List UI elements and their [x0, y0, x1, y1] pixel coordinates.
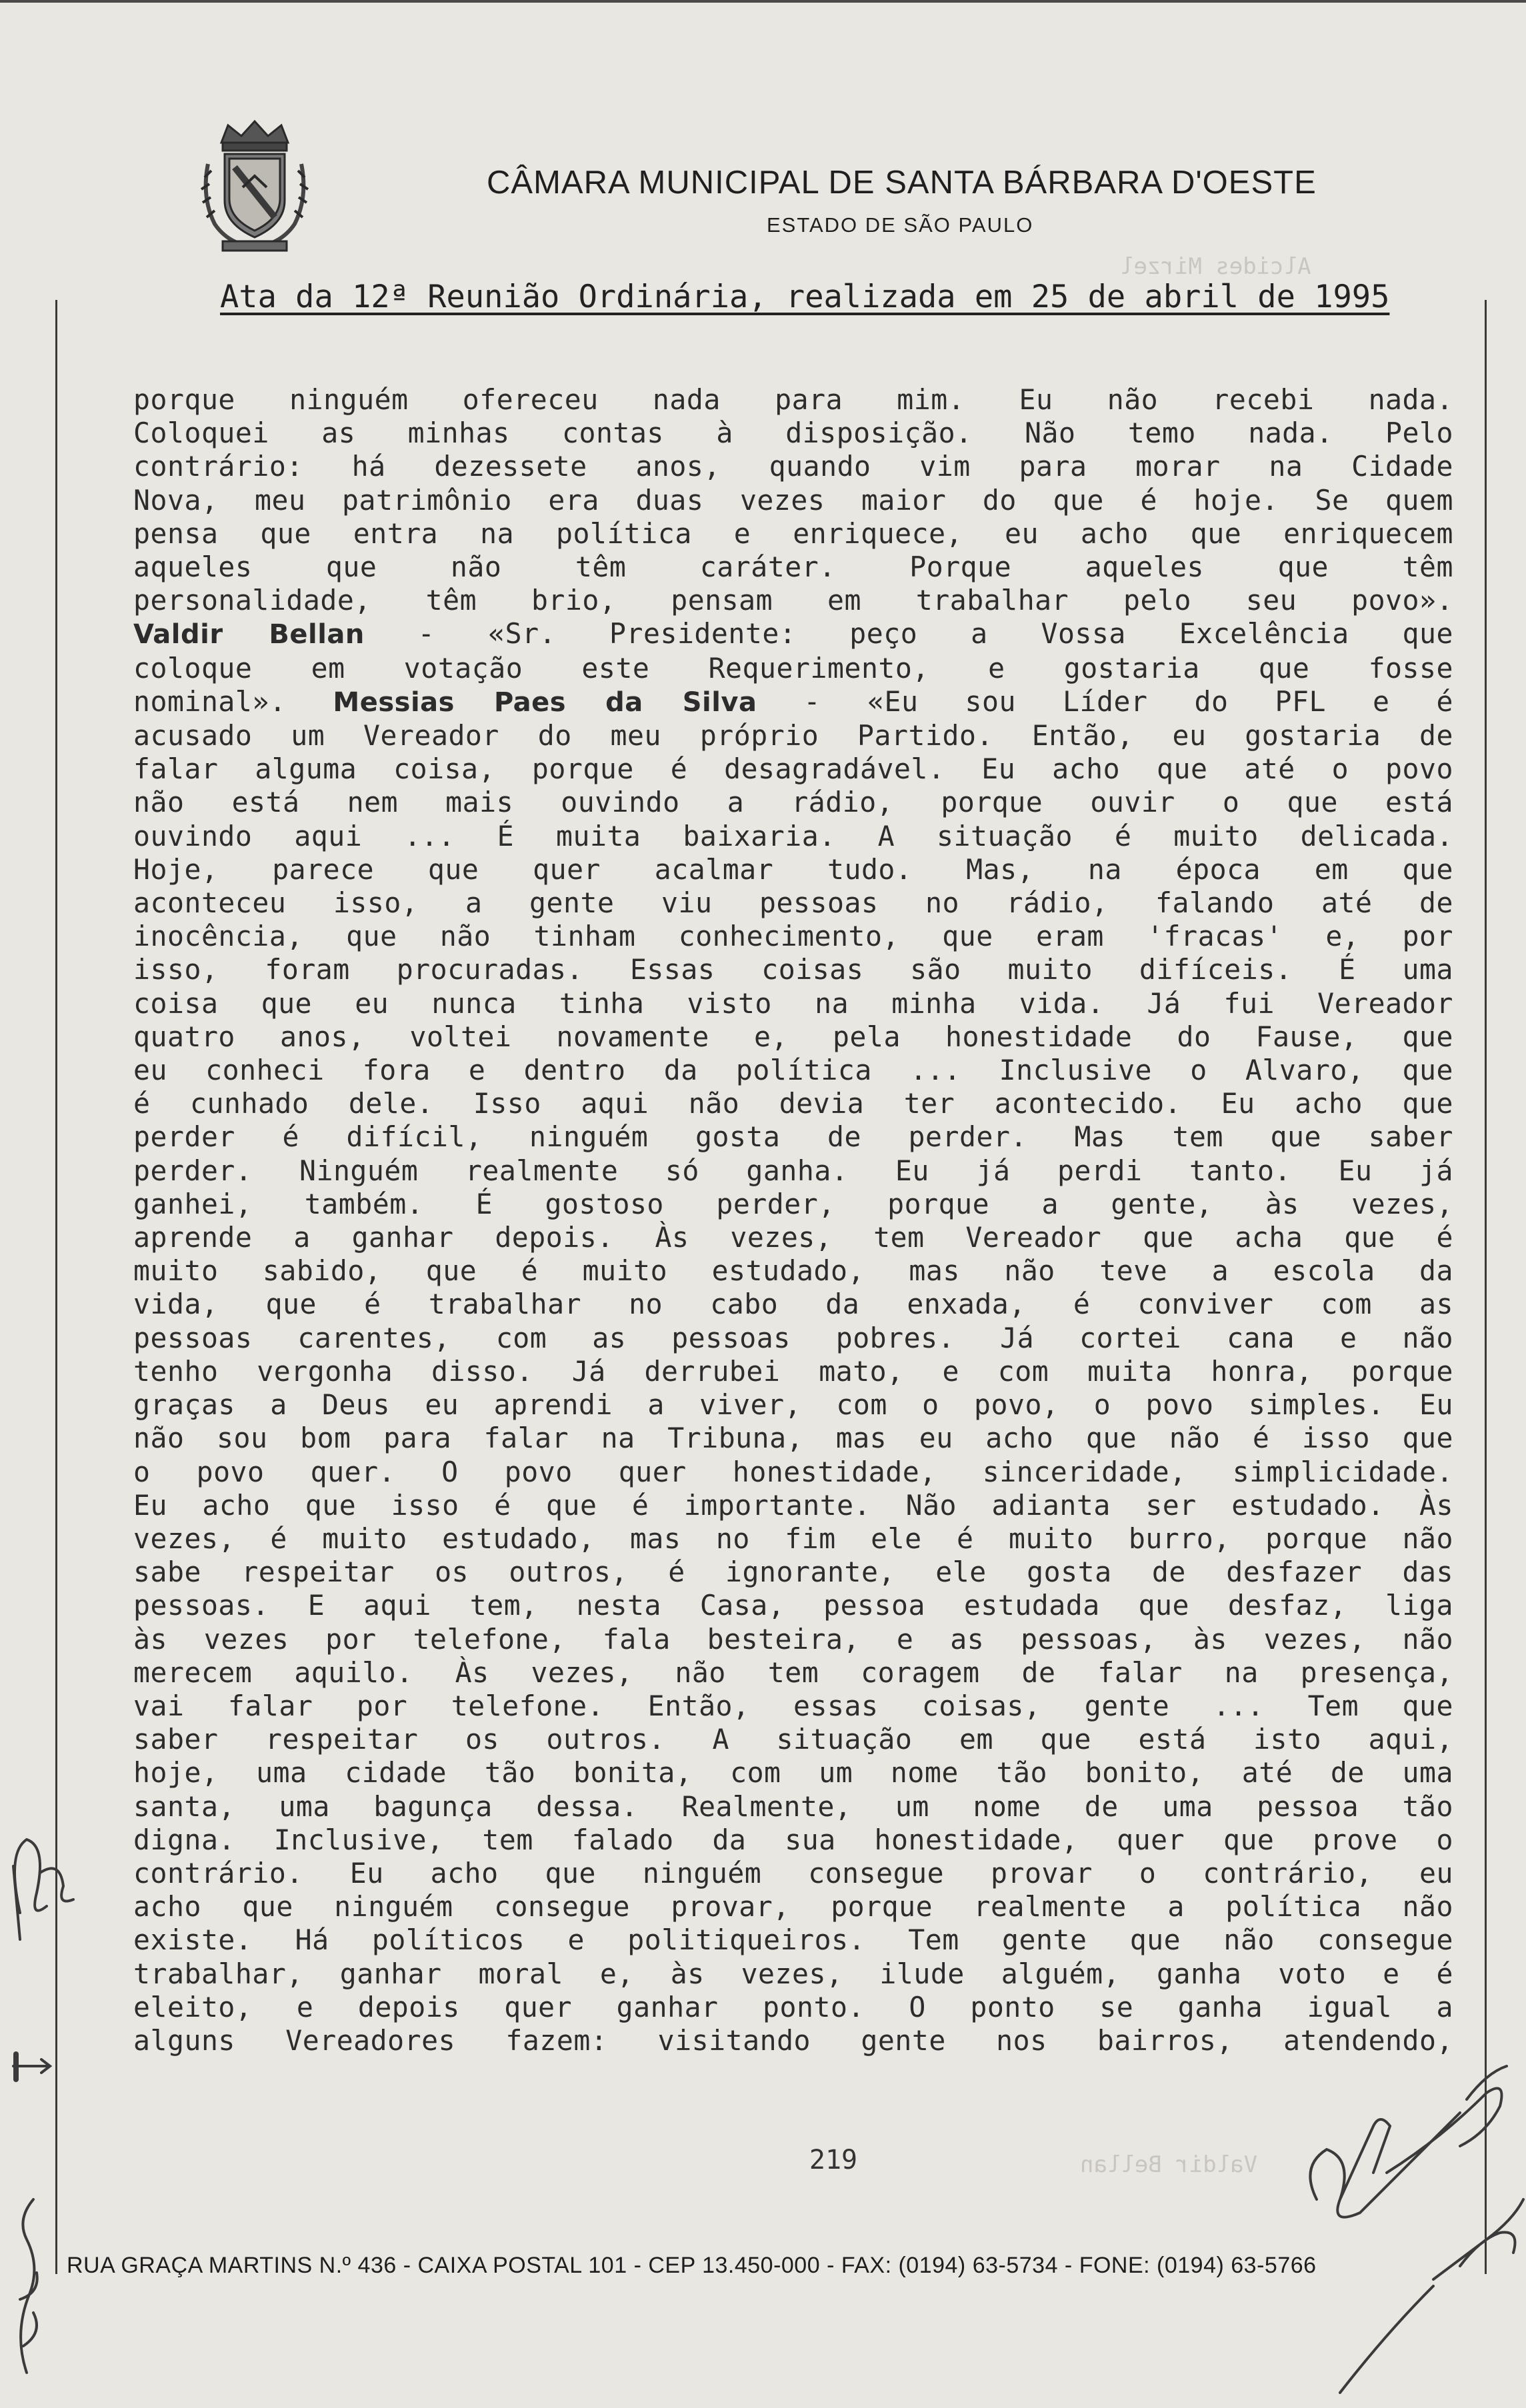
body-line: acho que ninguém consegue provar, porque realmente a política não — [133, 1890, 1453, 1923]
body-line: pensa que entra na política e enriquece, eu acho que enriquecem — [133, 517, 1453, 550]
body-line: eu conheci fora e dentro da política ... Inclusive o Alvaro, que — [133, 1054, 1453, 1087]
body-line: ganhei, também. É gostoso perder, porque a gente, às vezes, — [133, 1187, 1453, 1220]
municipal-coat-of-arms-icon — [195, 117, 315, 257]
body-line: porque ninguém ofereceu nada para mim. Eu não recebi nada. — [133, 383, 1453, 416]
speaker-speech-start: - «Eu sou Líder do PFL e é — [757, 684, 1453, 718]
signature-vertical-left — [20, 2199, 37, 2373]
signature-bottom-right-1 — [1310, 2113, 1460, 2217]
body-line: quatro anos, voltei novamente e, pela honestidade do Fause, que — [133, 1020, 1453, 1053]
body-line: pessoas. E aqui tem, nesta Casa, pessoa estudada que desfaz, liga — [133, 1589, 1453, 1622]
margin-arrow-icon — [13, 2059, 50, 2073]
body-line: aprende a ganhar depois. Às vezes, tem Vereador que acha que é — [133, 1221, 1453, 1254]
body-line: santa, uma bagunça dessa. Realmente, um nome de uma pessoa tão — [133, 1790, 1453, 1823]
body-line: não sou bom para falar na Tribuna, mas eu acho que não é isso que — [133, 1422, 1453, 1455]
left-margin-rule — [55, 300, 57, 2274]
body-line: às vezes por telefone, fala besteira, e as pessoas, às vezes, não — [133, 1622, 1453, 1656]
minutes-title: Ata da 12ª Reunião Ordinária, realizada em 25 de abril de 1995 — [220, 279, 1390, 315]
body-line: ouvindo aqui ... É muita baixaria. A situação é muito delicada. — [133, 819, 1453, 852]
bleed-through-bottom: Valdir Bellan — [1080, 2151, 1258, 2178]
body-line: contrário. Eu acho que ninguém consegue provar o contrário, eu — [133, 1856, 1453, 1889]
body-line: contrário: há dezessete anos, quando vim para morar na Cidade — [133, 450, 1453, 483]
body-line: pessoas carentes, com as pessoas pobres. Já cortei cana e não — [133, 1321, 1453, 1354]
page-number: 219 — [809, 2145, 858, 2175]
body-line: acusado um Vereador do meu próprio Partido. Então, eu gostaria de — [133, 719, 1453, 752]
page-top-edge — [0, 0, 1526, 3]
speaker-speech-start: - «Sr. Presidente: peço a Vossa Excelência que — [364, 617, 1453, 650]
body-line: personalidade, têm brio, pensam em trabalhar pelo seu povo». — [133, 584, 1453, 617]
signature-bottom-right-2 — [1387, 2066, 1507, 2173]
body-line: Eu acho que isso é que é importante. Não adianta ser estudado. Às — [133, 1488, 1453, 1522]
footer-address: RUA GRAÇA MARTINS N.º 436 - CAIXA POSTAL 101 - CEP 13.450-000 - FAX: (0194) 63-5734 - FONE: (0194) 63-5766 — [67, 2253, 1317, 2278]
body-line: é cunhado dele. Isso aqui não devia ter acontecido. Eu acho que — [133, 1087, 1453, 1120]
body-line: graças a Deus eu aprendi a viver, com o povo, o povo simples. Eu — [133, 1388, 1453, 1422]
body-line: inocência, que não tinham conhecimento, que eram 'fracas' e, por — [133, 920, 1453, 953]
body-line: não está nem mais ouvindo a rádio, porque ouvir o que está — [133, 786, 1453, 819]
body-line: Coloquei as minhas contas à disposição. Não temo nada. Pelo — [133, 417, 1453, 450]
body-line: Nova, meu patrimônio era duas vezes maior do que é hoje. Se quem — [133, 483, 1453, 517]
body-line: aconteceu isso, a gente viu pessoas no rádio, falando até de — [133, 886, 1453, 920]
body-line: digna. Inclusive, tem falado da sua honestidade, quer que prove o — [133, 1823, 1453, 1856]
body-line: trabalhar, ganhar moral e, às vezes, ilude alguém, ganha voto e é — [133, 1957, 1453, 1990]
bleed-through-top: Alcides Mirzel — [1120, 253, 1311, 280]
signature-bottom-right-3 — [1340, 2199, 1523, 2393]
body-line-speaker-2 — [133, 685, 1453, 719]
institution-name: CÂMARA MUNICIPAL DE SANTA BÁRBARA D'OESTE — [487, 165, 1317, 201]
body-line: muito sabido, que é muito estudado, mas não teve a escola da — [133, 1254, 1453, 1288]
body-line: vida, que é trabalhar no cabo da enxada, é conviver com as — [133, 1288, 1453, 1321]
body-line: existe. Há políticos e politiqueiros. Tem gente que não consegue — [133, 1923, 1453, 1957]
body-line: coisa que eu nunca tinha visto na minha vida. Já fui Vereador — [133, 986, 1453, 1020]
speaker-name: Messias Paes da Silva — [333, 686, 757, 718]
body-line: isso, foram procuradas. Essas coisas são muito difíceis. É uma — [133, 953, 1453, 986]
body-line: eleito, e depois quer ganhar ponto. O ponto se ganha igual a — [133, 1990, 1453, 2023]
body-line: tenho vergonha disso. Já derrubei mato, e com muita honra, porque — [133, 1354, 1453, 1388]
state-name: ESTADO DE SÃO PAULO — [767, 213, 1034, 237]
body-line: perder é difícil, ninguém gosta de perder. Mas tem que saber — [133, 1120, 1453, 1154]
body-line: aqueles que não têm caráter. Porque aqueles que têm — [133, 551, 1453, 584]
body-line: vezes, é muito estudado, mas no fim ele é muito burro, porque não — [133, 1522, 1453, 1555]
body-line-speaker-1 — [133, 617, 1453, 651]
speech-end: nominal». — [133, 684, 333, 718]
body-line: vai falar por telefone. Então, essas coisas, gente ... Tem que — [133, 1689, 1453, 1722]
body-line: coloque em votação este Requerimento, e gostaria que fosse — [133, 651, 1453, 684]
body-line: perder. Ninguém realmente só ganha. Eu já perdi tanto. Eu já — [133, 1154, 1453, 1187]
body-line: Hoje, parece que quer acalmar tudo. Mas, na época em que — [133, 852, 1453, 886]
body-line: saber respeitar os outros. A situação em que está isto aqui, — [133, 1723, 1453, 1756]
minutes-body — [133, 383, 1453, 2057]
speaker-name: Valdir Bellan — [133, 619, 365, 650]
body-line: falar alguma coisa, porque é desagradável. Eu acho que até o povo — [133, 752, 1453, 786]
right-margin-rule — [1485, 300, 1487, 2274]
body-line: hoje, uma cidade tão bonita, com um nome tão bonito, até de uma — [133, 1756, 1453, 1790]
body-line: o povo quer. O povo quer honestidade, sinceridade, simplicidade. — [133, 1455, 1453, 1488]
signature-initials-left — [13, 1839, 73, 1939]
body-line: sabe respeitar os outros, é ignorante, ele gosta de desfazer das — [133, 1556, 1453, 1589]
body-line: merecem aquilo. Às vezes, não tem coragem de falar na presença, — [133, 1656, 1453, 1689]
body-line: alguns Vereadores fazem: visitando gente nos bairros, atendendo, — [133, 2023, 1453, 2057]
